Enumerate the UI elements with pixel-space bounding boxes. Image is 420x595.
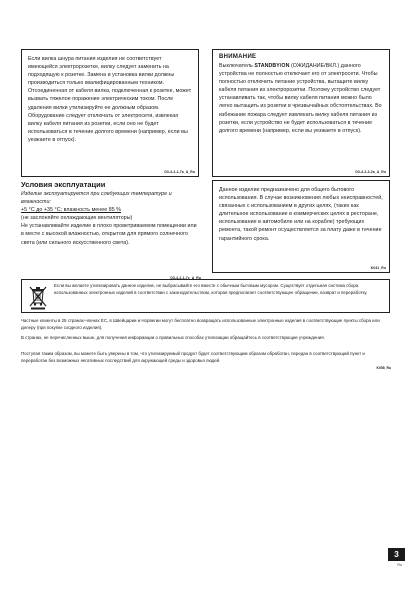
- weee-bin-icon: [27, 284, 49, 310]
- bottom-code: K058_Ru: [376, 366, 391, 370]
- conditions-code: D3-4-2-1-7c_A_Ru: [170, 276, 201, 280]
- household-use-box: [212, 180, 390, 273]
- household-use-text: Данное изделие предназначено для общего бытового использования. В случае возникновения любых неисправностей, связанных с использованием в других целях, (таких как длительное использование в коммерческих целях в ресторане, использование в автомобиле или на корабле) требующих ремонта, такой ремонт осуществляется за плату даже в течение гарантийного срока.: [219, 187, 383, 242]
- disposal-box: [21, 279, 390, 313]
- conditions-temp-line: +5 °C до +35 °C; влажность менее 85 %: [21, 207, 122, 214]
- power-cord-notice-code: D3-4-2-1-7a_A_Ru: [164, 170, 195, 174]
- warning-code: D3-4-2-2-2a_A_Ru: [355, 170, 386, 174]
- conditions-subtitle: Изделие эксплуатируется при следующих температуре и влажности:: [21, 191, 172, 206]
- disposal-paragraph-3: Поступая таким образом, вы можете быть уверены в том, что утилизируемый продукт будет соответствующим образом обработан, передан в соответствующий пункт и переработан без возможных негативных последствий для окружающей среды и здоровья людей.: [21, 351, 365, 363]
- conditions-title: Условия эксплуатации: [21, 180, 106, 189]
- power-cord-notice-text: Если вилка шнура питания изделия не соответствует имеющейся электророзетке, вилку следует заменить на подходящую к розетке. Замена и установка вилки должны производиться только квалифицированным техником. Отсоединенная от кабеля вилка, подключенная к розетке, может вызвать тяжелое поражение электрическим током. После удаления вилки утилизируйте ее должным образом. Оборудование следует отключать от электросети, извлекая вилку кабеля питания из розетки, если оно не будет использоваться в течение долгого времени (например, если вы уезжаете в отпуск).: [28, 56, 192, 143]
- power-cord-notice-box: [21, 49, 199, 177]
- warning-text: [219, 62, 385, 135]
- warning-text-prefix: Выключатель: [219, 63, 255, 69]
- conditions-section: [21, 180, 201, 280]
- disposal-text: Если вы желаете утилизировать данное изделие, не выбрасывайте его вместе с обычным бытовым мусором. Существует отдельная система сбора использованных электронных изделий в соответствии с законодательством, которая предполагает соответствующее обращение, возврат и переработку.: [54, 283, 368, 295]
- warning-text-body: (ОЖИДАНИЕ/ВКЛ.) данного устройства не полностью отключает его от электросети. Чтобы полностью отключить питание устройства, вытащите вилку кабеля питания из электророзетки. Поэтому устройство следует устанавливать так, чтобы вилку кабеля питания можно было легко вытащить из розетки в чрезвычайных обстоятельствах. Во избежание пожара следует извлекать вилку кабеля питания из розетки, если устройство не будет использоваться в течение долгого времени (например, если вы уезжаете в отпуск).: [219, 63, 382, 134]
- standby-on-label: STANDBY/ON: [254, 63, 290, 69]
- warning-box: [212, 49, 390, 177]
- warning-title: ВНИМАНИЕ: [219, 54, 257, 60]
- disposal-paragraph-2: В странах, не перечисленных выше, для получения информации о правильных способах утилизации обращайтесь в соответствующие учреждения.: [21, 335, 325, 340]
- household-use-code: K041_Ru: [370, 266, 386, 270]
- disposal-paragraph-1: Частные клиенты в 25 странах-членах ЕС, в Швейцарии и Норвегии могут бесплатно возвращать использованные электронные изделия в соответствующие пункты сбора или дилеру (при покупке сходного изделия).: [21, 318, 380, 330]
- conditions-temp-note: (не заслоняйте охлаждающие вентиляторы): [21, 215, 133, 222]
- conditions-text: Не устанавливайте изделие в плохо проветриваемом помещении или в месте с высокой влажностью, открытом для прямого солнечного света (или сильного искусственного света).: [21, 223, 197, 246]
- language-label: Ru: [397, 563, 402, 567]
- page-number: 3: [388, 548, 405, 561]
